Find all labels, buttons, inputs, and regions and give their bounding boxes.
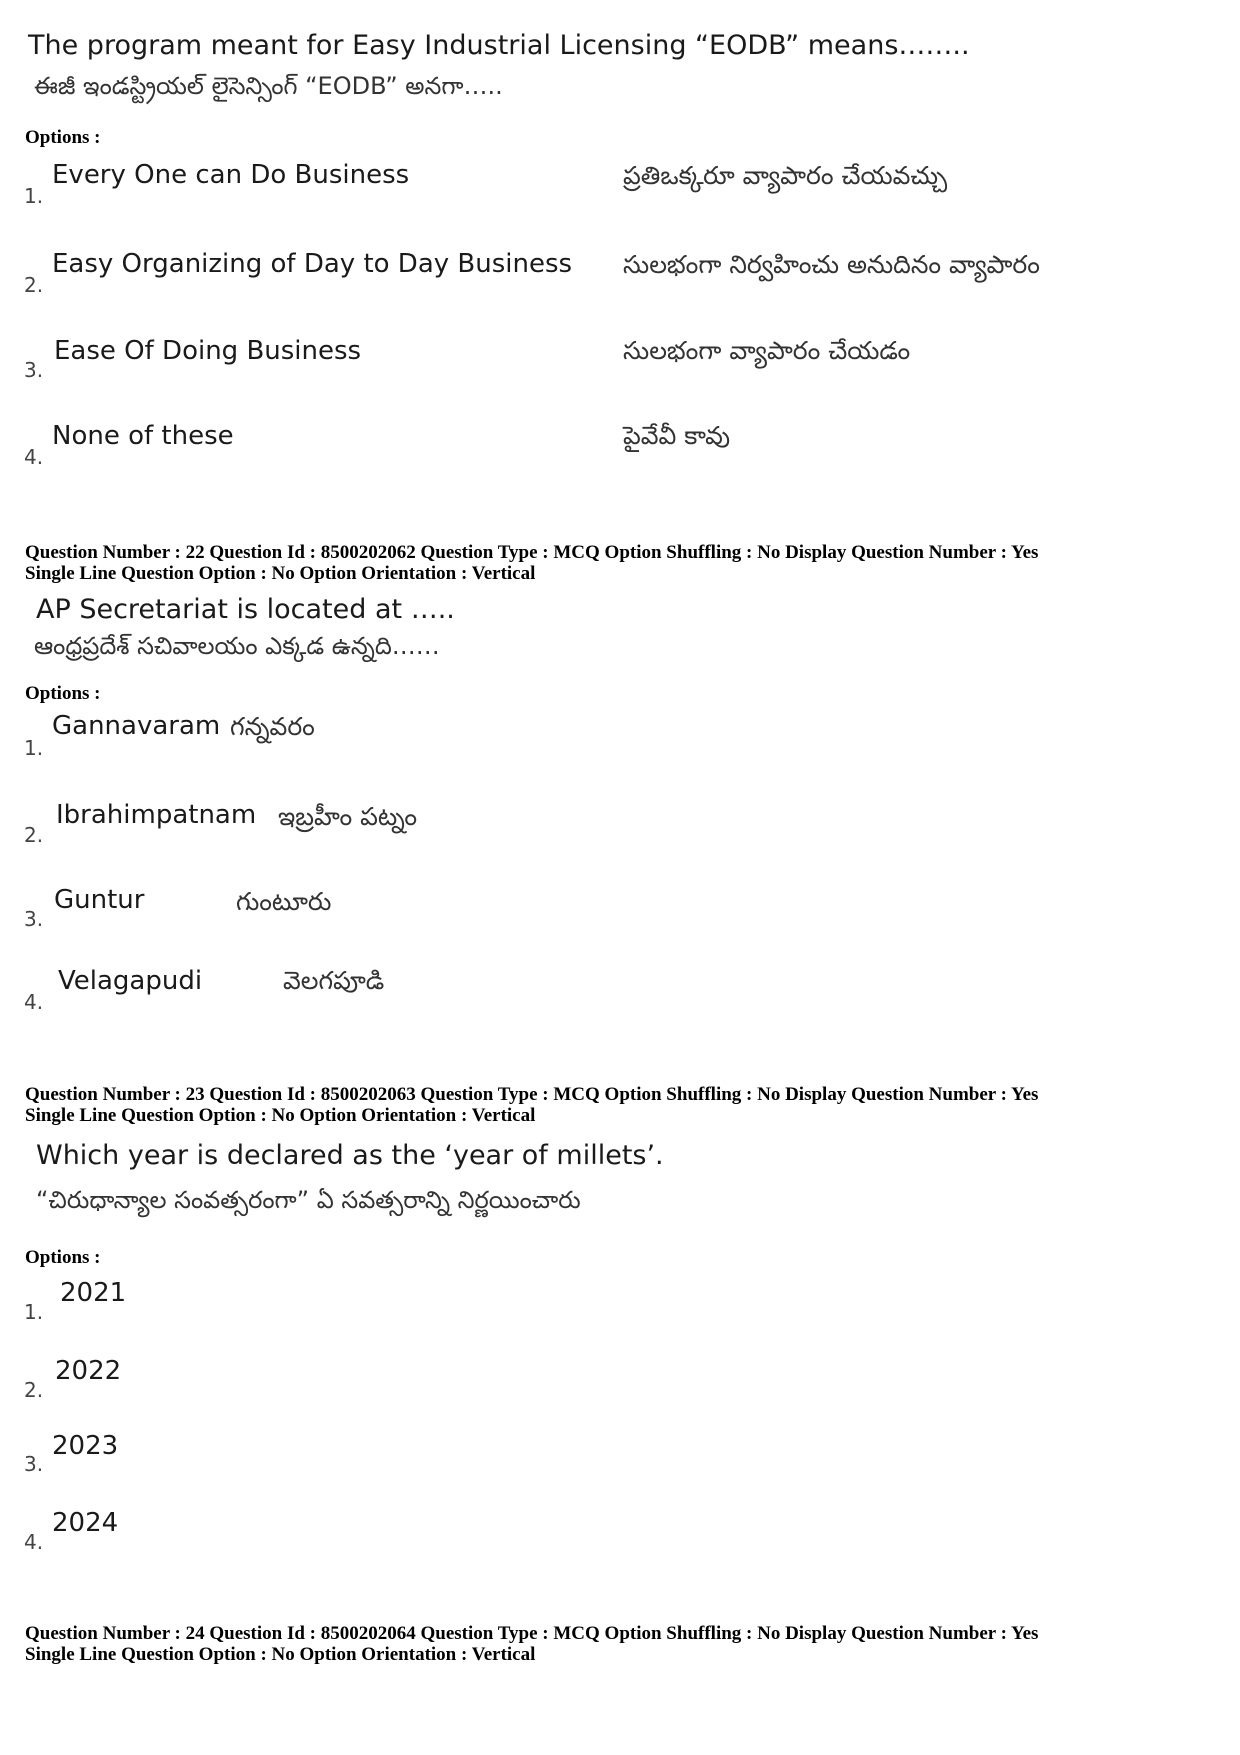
option-text-en: Easy Organizing of Day to Day Business [52, 249, 573, 279]
option-number: 4. [24, 1530, 44, 1554]
option-text-te: సులభంగా నిర్వహించు అనుదినం వ్యాపారం [623, 250, 1040, 279]
option-text-en: Velagapudi [58, 966, 203, 996]
option-text-te: ప్రతిఒక్కరూ వ్యాపారం చేయవచ్చు [623, 161, 948, 190]
option-text-te: సులభంగా వ్యాపారం చేయడం [623, 336, 911, 365]
option-number: 4. [24, 990, 44, 1014]
q23-meta-line-2: Single Line Question Option : No Option Orientation : Vertical [25, 1105, 536, 1126]
q23-question-text-en: Which year is declared as the ‘year of millets’. [36, 1140, 664, 1171]
option-year: 2022 [55, 1356, 122, 1386]
q22-meta-line-1: Question Number : 22 Question Id : 8500202062 Question Type : MCQ Option Shuffling : No Display Question Number : Yes [25, 542, 1039, 563]
option-text-te: ఇబ్రహీం పట్నం [278, 802, 418, 831]
q21-question-text-en: The program meant for Easy Industrial Licensing “EODB” means…….. [28, 30, 970, 61]
option-text-te: వెలగపూడి [283, 966, 385, 995]
q24-meta-line-1: Question Number : 24 Question Id : 8500202064 Question Type : MCQ Option Shuffling : No Display Question Number : Yes [25, 1623, 1039, 1644]
option-number: 1. [24, 736, 44, 760]
option-number: 1. [24, 184, 44, 208]
option-text-en: Ease Of Doing Business [54, 336, 362, 366]
option-year: 2024 [52, 1508, 119, 1538]
option-year: 2023 [52, 1431, 119, 1461]
option-number: 2. [24, 1378, 44, 1402]
q21-question-text-te: ఈజీ ఇండస్ట్రియల్ లైసెన్సింగ్ “EODB” అనగా….. [34, 72, 503, 100]
q22-question-text-te: ఆంధ్రప్రదేశ్ సచివాలయం ఎక్కడ ఉన్నది…… [34, 632, 440, 660]
option-text-te: గుంటూరు [236, 887, 332, 916]
q21-options-label: Options : [25, 127, 101, 148]
option-number: 2. [24, 273, 44, 297]
option-year: 2021 [60, 1278, 127, 1308]
q23-question-text-te: “చిరుధాన్యాల సంవత్సరంగా” ఏ సవత్సరాన్ని నిర్ణయించారు [36, 1186, 581, 1214]
option-number: 2. [24, 823, 44, 847]
option-number: 3. [24, 358, 44, 382]
option-text-te: గన్నవరం [230, 712, 315, 741]
option-text-en: None of these [52, 421, 234, 451]
option-text-en: Ibrahimpatnam [56, 800, 257, 830]
option-number: 3. [24, 907, 44, 931]
q23-meta-line-1: Question Number : 23 Question Id : 8500202063 Question Type : MCQ Option Shuffling : No Display Question Number : Yes [25, 1084, 1039, 1105]
option-number: 3. [24, 1452, 44, 1476]
option-text-en: Gannavaram [52, 711, 221, 741]
option-text-te: పైవేవీ కావు [623, 421, 731, 450]
option-text-en: Every One can Do Business [52, 160, 410, 190]
q24-meta-line-2: Single Line Question Option : No Option Orientation : Vertical [25, 1644, 536, 1665]
q22-meta-line-2: Single Line Question Option : No Option Orientation : Vertical [25, 563, 536, 584]
q22-question-text-en: AP Secretariat is located at ….. [36, 594, 455, 625]
option-number: 4. [24, 445, 44, 469]
option-number: 1. [24, 1300, 44, 1324]
q22-options-label: Options : [25, 683, 101, 704]
q23-options-label: Options : [25, 1247, 101, 1268]
option-text-en: Guntur [54, 885, 145, 915]
